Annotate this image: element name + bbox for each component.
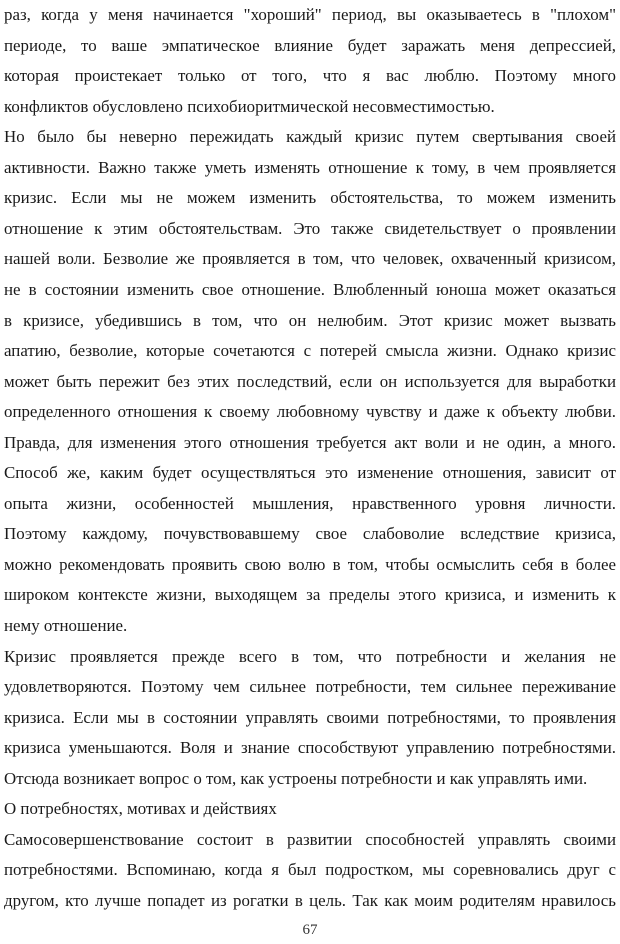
text-line: кризиса. Если мы в состоянии управлять своими потребностями, то проявления bbox=[4, 707, 616, 727]
text-line: О потребностях, мотивах и действиях bbox=[4, 799, 277, 819]
text-line: конфликтов обусловлено психобиоритмической несовместимостью. bbox=[4, 96, 495, 116]
text-line: Кризис проявляется прежде всего в том, что потребности и желания не bbox=[4, 646, 616, 666]
text-line: можно рекомендовать проявить свою волю в том, чтобы осмыслить себя в более bbox=[4, 554, 616, 574]
text-line: не в состоянии изменить свое отношение. Влюбленный юноша может оказаться bbox=[4, 279, 616, 299]
text-line: Отсюда возникает вопрос о том, как устроены потребности и как управлять ими. bbox=[4, 768, 588, 788]
text-line: может быть пережит без этих последствий, если он используется для выработки bbox=[4, 371, 616, 391]
text-line: широком контексте жизни, выходящем за пределы этого кризиса, и изменить к bbox=[4, 585, 616, 605]
text-line: периоде, то ваше эмпатическое влияние будет заражать меня депрессией, bbox=[4, 35, 616, 55]
text-line: нему отношение. bbox=[4, 616, 128, 635]
text-line: раз, когда у меня начинается "хороший" период, вы оказываетесь в "плохом" bbox=[4, 5, 616, 24]
text-line: Но было бы неверно пережидать каждый кризис путем свертывания своей bbox=[4, 127, 616, 147]
text-line: нашей воли. Безволие же проявляется в том, что человек, охваченный кризисом, bbox=[4, 249, 616, 269]
text-line: активности. Важно также уметь изменять отношение к тому, в чем проявляется bbox=[4, 157, 616, 177]
page-number: 67 bbox=[302, 922, 318, 938]
text-line: Правда, для изменения этого отношения требуется акт воли и не один, а много. bbox=[4, 432, 616, 452]
text-line: кризис. Если мы не можем изменить обстоятельства, то можем изменить bbox=[4, 188, 616, 208]
text-line: потребностями. Вспоминаю, когда я был подростком, мы соревновались друг с bbox=[4, 860, 616, 880]
text-line: Поэтому каждому, почувствовавшему свое слабоволие вследствие кризиса, bbox=[4, 524, 616, 544]
text-line: другом, кто лучше попадет из рогатки в цель. Так как моим родителям нравилось bbox=[4, 890, 616, 910]
text-line: отношение к этим обстоятельствам. Это также свидетельствует о проявлении bbox=[4, 218, 616, 238]
text-line: апатию, безволие, которые сочетаются с потерей смысла жизни. Однако кризис bbox=[4, 341, 616, 361]
text-line: Способ же, каким будет осуществляться это изменение отношения, зависит от bbox=[4, 463, 616, 483]
text-line: Самосовершенствование состоит в развитии способностей управлять своими bbox=[4, 829, 616, 849]
text-line: определенного отношения к своему любовному чувству и даже к объекту любви. bbox=[4, 402, 616, 422]
text-line: которая проистекает только от того, что я вас люблю. Поэтому много bbox=[4, 66, 616, 86]
text-line: в кризисе, убедившись в том, что он нелюбим. Этот кризис может вызвать bbox=[4, 310, 616, 330]
text-line: кризиса уменьшаются. Воля и знание способствуют управлению потребностями. bbox=[4, 738, 616, 758]
text-line: удовлетворяются. Поэтому чем сильнее потребности, тем сильнее переживание bbox=[4, 677, 616, 697]
text-line: опыта жизни, особенностей мышления, нравственного уровня личности. bbox=[4, 493, 616, 513]
